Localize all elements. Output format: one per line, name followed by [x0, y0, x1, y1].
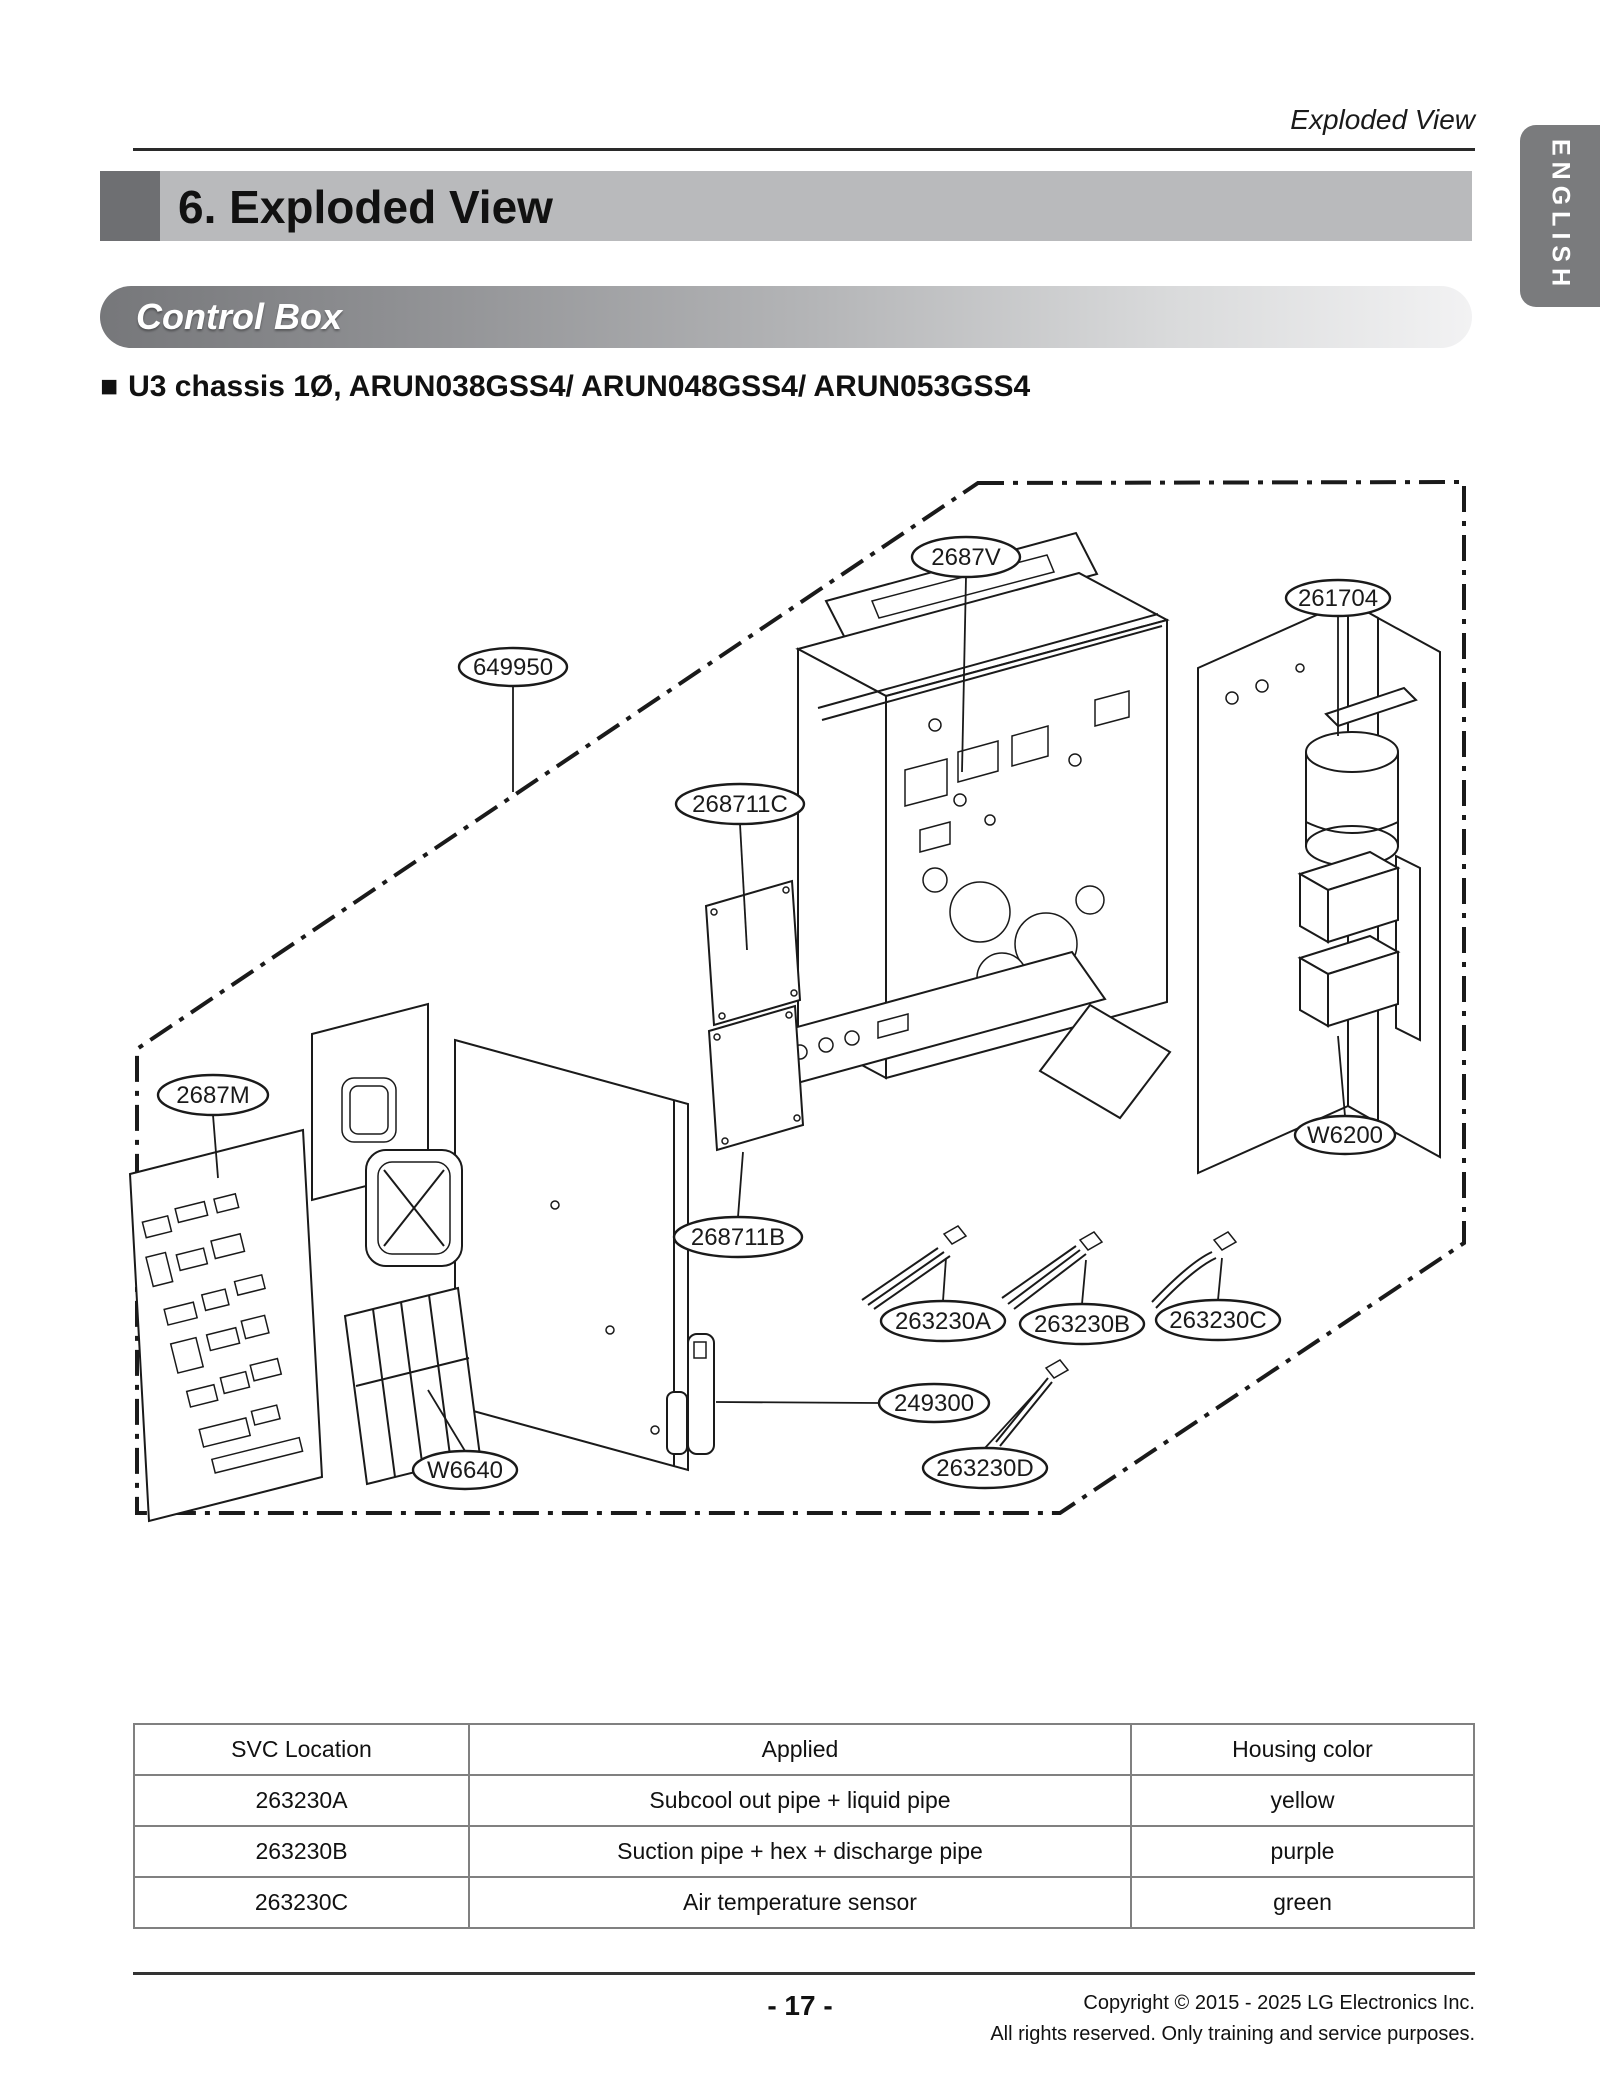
cell-svc-location: 263230B: [134, 1826, 469, 1877]
section-banner-label: Control Box: [136, 296, 342, 337]
copyright-line1: Copyright © 2015 - 2025 LG Electronics Inc.: [1083, 1992, 1475, 2014]
square-bullet-icon: ■: [100, 370, 119, 403]
wire-harness-b-drawing: [1002, 1232, 1102, 1309]
page-title: 6. Exploded View: [178, 181, 553, 233]
cell-svc-location: 263230C: [134, 1877, 469, 1928]
svg-text:263230B: 263230B: [1033, 1311, 1131, 1338]
wire-harness-d-drawing: [996, 1360, 1068, 1446]
table-row: [134, 1826, 1474, 1877]
svg-text:263230C: 263230C: [1169, 1307, 1267, 1334]
col-header-housing-color: Housing color: [1131, 1724, 1474, 1775]
table-row: [134, 1877, 1474, 1928]
part-label-649950: [459, 648, 567, 792]
copyright-notice: [133, 1988, 1475, 2050]
part-label-263230C: [1156, 1258, 1280, 1340]
copyright-line2: All rights reserved. Only training and service purposes.: [990, 2023, 1475, 2045]
language-tab-label: ENGLISH: [1546, 139, 1575, 293]
footer-rule: [133, 1972, 1475, 1975]
capacitor-panel-drawing: [1198, 601, 1440, 1173]
control-box-drawing: [757, 533, 1170, 1118]
cell-applied: Suction pipe + hex + discharge pipe: [469, 1826, 1131, 1877]
chassis-heading-label: U3 chassis 1Ø, ARUN038GSS4/ ARUN048GSS4/ ARUN053GSS4: [128, 370, 1031, 403]
part-label-249300: [716, 1384, 989, 1422]
part-label-268711B: [674, 1152, 802, 1257]
col-header-applied: Applied: [469, 1724, 1131, 1775]
cell-svc-location: 263230A: [134, 1775, 469, 1826]
running-title: Exploded View: [1290, 104, 1475, 135]
cell-applied: Subcool out pipe + liquid pipe: [469, 1775, 1131, 1826]
svg-text:261704: 261704: [1297, 585, 1379, 612]
svg-text:W6200: W6200: [1306, 1122, 1384, 1149]
svg-text:2687V: 2687V: [931, 544, 1001, 571]
page-number: - 17 -: [767, 1990, 833, 2021]
svg-text:649950: 649950: [472, 654, 554, 681]
svg-text:263230D: 263230D: [936, 1455, 1034, 1482]
wire-harness-a-drawing: [862, 1226, 966, 1309]
table-row: [134, 1775, 1474, 1826]
svg-text:249300: 249300: [893, 1390, 975, 1417]
cell-housing-color: yellow: [1131, 1775, 1474, 1826]
svg-text:268711C: 268711C: [692, 791, 788, 818]
svg-text:2687M: 2687M: [176, 1082, 250, 1109]
svg-text:268711B: 268711B: [690, 1224, 786, 1251]
cell-housing-color: green: [1131, 1877, 1474, 1928]
col-header-svc-location: SVC Location: [134, 1724, 469, 1775]
table-header-row: [134, 1724, 1474, 1775]
part-label-263230A: [881, 1258, 1005, 1341]
insulation-sheets-drawing: [706, 881, 803, 1150]
main-pcb-drawing: [130, 1130, 322, 1521]
cell-housing-color: purple: [1131, 1826, 1474, 1877]
svg-text:263230A: 263230A: [894, 1308, 992, 1335]
svg-text:W6640: W6640: [426, 1457, 504, 1484]
svc-parts-table: [133, 1723, 1475, 1929]
wire-harness-c-drawing: [1152, 1232, 1236, 1308]
cell-applied: Air temperature sensor: [469, 1877, 1131, 1928]
